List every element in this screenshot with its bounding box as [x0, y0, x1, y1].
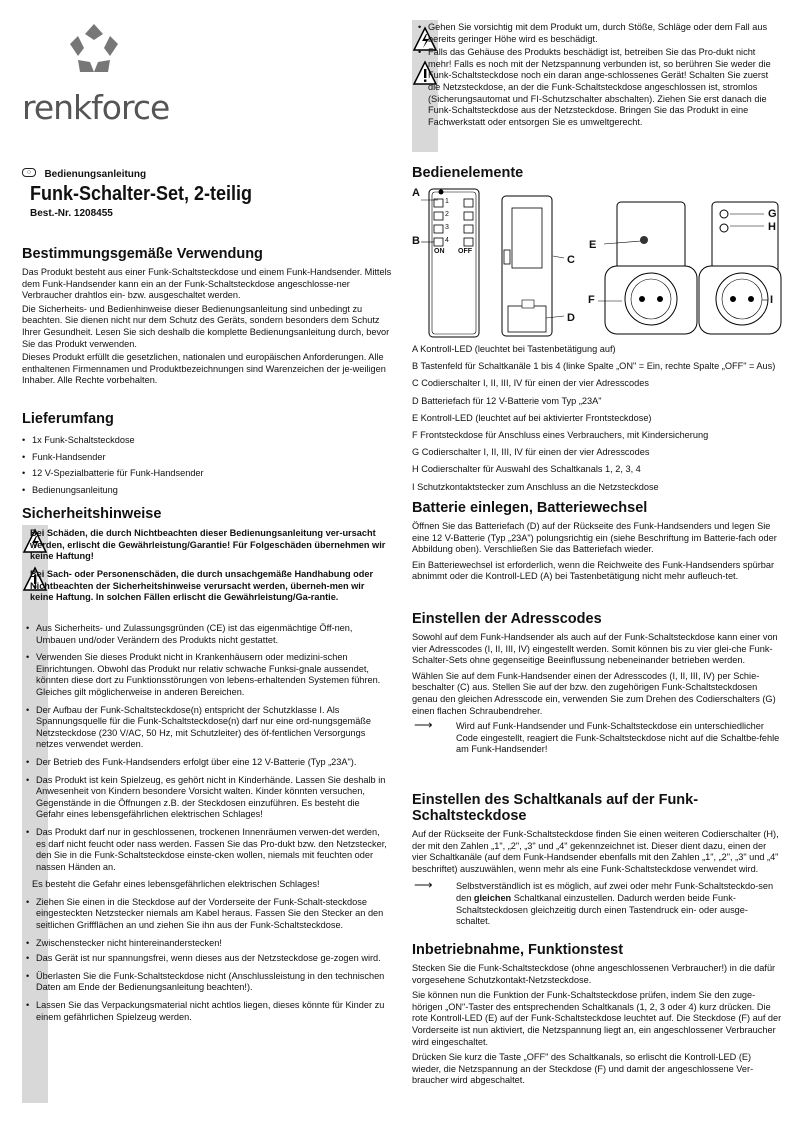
- diagram-label: B: [412, 235, 420, 247]
- list-item: • Gehen Sie vorsichtig mit dem Produkt um, durch Stöße, Schläge oder dem Fall aus bereits geringer Höhe wird es beschädigt.: [418, 22, 768, 44]
- danger-line: Es besteht die Gefahr eines lebensgefährlichen elektrischen Schlages!: [32, 879, 320, 890]
- list-item: • Bedienungsanleitung: [22, 482, 392, 499]
- list-item: • Zwischenstecker nicht hintereinanderstecken!: [26, 937, 222, 948]
- address-note: ⟶ Wird auf Funk-Handsender und Funk-Schaltsteckdose ein unterschiedlicher Code eingestellt, reagiert die Funk-Schaltsteckdose nicht auf die Schaltbe-fehle am Funk-Handsender!: [414, 717, 780, 755]
- remote-key-label: 3: [445, 224, 449, 231]
- battery-section: [412, 500, 782, 583]
- remote-key-label: 2: [445, 211, 449, 218]
- order-number: Best.-Nr. 1208455: [30, 208, 113, 219]
- diagram-label: A: [412, 187, 420, 199]
- on-label: ON: [434, 248, 445, 255]
- list-item: • Der Aufbau der Funk-Schaltsteckdose(n) entspricht der Schutzklasse I. Als Spannungsquelle für die Funk-Schaltsteckdose(n) darf nur eine ord-nungsgemäße Netzsteckdose (230 V/AC, 50 Hz, mit Schutzleiter) des öf-fentlichen Versorgungs netzes verwendet werden.: [26, 704, 372, 750]
- controls-list: [412, 341, 782, 496]
- device-illustration: [412, 184, 782, 339]
- list-item: • Das Produkt ist kein Spielzeug, es gehört nicht in Kinderhände. Lassen Sie deshalb in Anwesenheit von Kindern besondere Vorsicht walten. Kinder könnten versuchen, Gegenstände in die Öffnungen z.B. der Steckdosen einzuführen. Es besteht die Gefahr eines lebensgefährlichen elektrischen Schlages!: [26, 774, 386, 820]
- paragraph: Das Produkt besteht aus einer Funk-Schaltsteckdose und einem Funk-Handsender. Mittels dem Funk-Handsender kann ein an der Funk-Schaltsteckdose angeschlosse-ner Verbraucher drahtlos ein- bzw. ausgeschaltet werden.: [22, 267, 392, 301]
- controls-diagram: [412, 184, 782, 339]
- list-item: • Das Produkt darf nur in geschlossenen, trockenen Innenräumen verwen-det werden, es darf nicht feucht oder nass werden. Fassen Sie das Pro-dukt bzw. den Netzstecker, den Sie in die Funk-Schaltsteckdose einste-cken wollen, niemals mit feuchten oder nassen Händen an.: [26, 826, 387, 872]
- safety-warning-1: Bei Schäden, die durch Nichtbeachten dieser Bedienungsanleitung ver-ursacht werden, erlischt die Gewährleistung/Garantie! Für Folgeschäden übernehmen wir keine Haftung!: [30, 528, 386, 562]
- list-item: • Verwenden Sie dieses Produkt nicht in Krankenhäusern oder medizini-schen Einrichtungen. Obwohl das Produkt nur relativ schwache Funksi-gnale aussendet, könnten diese dort zu Funktionsstörungen von lebens-erhaltenden Systemen führen. Gleiches gilt möglicherweise in anderen Bereichen.: [26, 652, 381, 697]
- paragraph: Öffnen Sie das Batteriefach (D) auf der Rückseite des Funk-Handsenders und legen Sie eine 12 V-Batterie (Typ „23A") polungsrichtig ein (siehe Beschriftung im Batterie-fach oder Abbildung oben). Verschließen Sie das Batteriefach wieder.: [412, 521, 777, 555]
- list-item: • Das Gerät ist nur spannungsfrei, wenn dieses aus der Netzsteckdose ge-zogen wird.: [26, 953, 381, 964]
- list-item: C Codierschalter I, II, III, IV für einen der vier Adresscodes: [412, 378, 649, 389]
- diagram-label: I: [770, 294, 774, 306]
- brand-name: renkforce: [22, 88, 170, 127]
- safety-heading-wrap: [22, 506, 392, 522]
- intended-use-heading: Bestimmungsgemäße Verwendung: [22, 246, 263, 262]
- off-label: OFF: [458, 248, 472, 255]
- list-item: • Überlasten Sie die Funk-Schaltsteckdose nicht (Anschlussleistung in den technischen Daten am Ende der Bedienungsanleitung beachten!).: [26, 970, 385, 993]
- battery-heading: Batterie einlegen, Batteriewechsel: [412, 500, 648, 516]
- startup-heading: Inbetriebnahme, Funktionstest: [412, 942, 624, 958]
- list-item: A Kontroll-LED (leuchtet bei Tastenbetätigung auf): [412, 344, 616, 354]
- diagram-label: H: [768, 221, 776, 233]
- paragraph: Wählen Sie auf dem Funk-Handsender einen der Adresscodes (I, II, III, IV) per Schie-beschalter (C) aus. Stellen Sie auf der bzw. den zugehörigen Funk-Schaltsteckdosen genau den gleichen Adresscode ein, verwenden Sie zum Drehen des Codierschalters (G) einen flachen Schraubendreher.: [412, 670, 776, 716]
- paragraph: Sie können nun die Funktion der Funk-Schaltsteckdose prüfen, indem Sie den zuge-hörigen „ON"-Taster des entsprechenden Schaltkanals (1, 2, 3 oder 4) kurz drücken. Die rote Kontroll-LED (E) auf der Funk-Schaltsteckdose leuchtet auf. Die Steckdose (F) auf der Vorderseite ist nun aktiviert, die Netzspannung liegt an, ein angeschlossener Verbraucher wird eingeschaltet.: [412, 990, 782, 1047]
- controls-heading: Bedienelemente: [412, 165, 524, 181]
- arrow-right-icon: ⟶: [414, 877, 433, 893]
- brand-logo: [22, 18, 170, 127]
- paragraph: Stecken Sie die Funk-Schaltsteckdose (ohne angeschlossenen Verbraucher!) in die dafür vorgesehene Schutzkontakt-Netzsteckdose.: [412, 963, 776, 985]
- list-item: H Codierschalter für Auswahl des Schaltkanals 1, 2, 3, 4: [412, 464, 641, 475]
- list-item: • 12 V-Spezialbatterie für Funk-Handsender: [22, 465, 392, 482]
- paragraph: Drücken Sie kurz die Taste „OFF" des Schaltkanals, so erlischt die Kontroll-LED (E) wieder, die Netzspannung an der Steckdose (F) und damit der angeschlossene Ver-braucher wird abgeschaltet.: [412, 1052, 754, 1086]
- startup-section: [412, 942, 782, 1087]
- list-item: • Aus Sicherheits- und Zulassungsgründen (CE) ist das eigenmächtige Öff-nen, Umbauen und/oder Verändern des Produkts nicht gestattet.: [26, 623, 353, 645]
- diagram-label: D: [567, 312, 575, 324]
- channel-note: ⟶ Selbstverständlich ist es möglich, auf zwei oder mehr Funk-Schaltsteckdo-sen den gleichen Schaltkanal einzustellen. Dadurch werden beide Funk-Schaltsteckdosen gleichzeitig durch einen Tastendruck ein- oder ausge-schaltet.: [414, 877, 774, 927]
- safety-list: [26, 623, 388, 1023]
- diagram-label: C: [567, 254, 575, 266]
- address-heading: Einstellen der Adresscodes: [412, 611, 602, 627]
- list-item: • Falls das Gehäuse des Produkts beschädigt ist, betreiben Sie das Pro-dukt nicht mehr! Falls es noch mit der Netzspannung verbunden ist, so berühren Sie weder die Funk-Schaltsteckdose noch ein daran ange-schlossenes Gerät! Schalten Sie zuerst die Netzsteckdose, an der die Funk-Schaltsteckdose angeschlossen ist, stromlos (Sicherungsautomat und FI-Schutzschalter abschalten). Ziehen Sie erst danach die Funk-Schaltsteckdose aus der Netzsteckdose. Bringen Sie das Produkt in eine Fachwerkstatt oder entsorgen Sie es umweltgerecht.: [418, 47, 771, 127]
- list-item: D Batteriefach für 12 V-Batterie vom Typ „23A": [412, 395, 602, 406]
- paragraph: Die Sicherheits- und Bedienhinweise dieser Bedienungsanleitung sind unbedingt zu beachten. Sie dienen nicht nur dem Schutz des Geräts, sondern besonders dem Schutz Ihrer Gesundheit. Lesen Sie sich deshalb die komplette Bedienungsanleitung durch, bevor Sie das Produkt verwenden.: [22, 303, 390, 349]
- list-item: • Lassen Sie das Verpackungsmaterial nicht achtlos liegen, dieses könnte für Kinder zu einem gefährlichen Spielzeug werden.: [26, 1000, 385, 1022]
- list-item: I Schutzkontaktstecker zum Anschluss an die Netzsteckdose: [412, 481, 659, 492]
- paragraph: Sowohl auf dem Funk-Handsender als auch auf der Funk-Schaltsteckdose kann einer von vier Adresscodes (I, II, III, IV) eingestellt werden. Somit können bis zu vier glei-che Funk-Schalter-Sets ohne gegenseitige Beeinflussung nebeneinander betrieben werden.: [412, 632, 778, 666]
- list-item: • Der Betrieb des Funk-Handsenders erfolgt über eine 12 V-Batterie (Typ „23A").: [26, 756, 357, 767]
- remote-key-label: 1: [445, 198, 449, 205]
- list-item: E Kontroll-LED (leuchtet auf bei aktivierter Frontsteckdose): [412, 412, 652, 423]
- safety-warning-2: Bei Sach- oder Personenschäden, die durch unsachgemäße Handhabung oder Nichtbeachten der Sicherheitshinweise verursacht werden, überneh-men wir keine Haftung. In solchen Fällen erlischt die Gewährleistung/Ga-rantie.: [30, 569, 374, 603]
- list-item: • Ziehen Sie einen in die Steckdose auf der Vorderseite der Funk-Schalt-steckdose eingesteckten Netzstecker niemals am Kabel heraus. Fassen Sie den Stecker an den seitlichen Griffflächen an und ziehen Sie ihn aus der Funk-Schaltsteckdose.: [26, 896, 384, 931]
- paragraph: Ein Batteriewechsel ist erforderlich, wenn die Reichweite des Funk-Handsenders spürbar abnimmt oder die Kontroll-LED (A) bei Tastenbetätigung nicht mehr aufleuch-tet.: [412, 559, 775, 582]
- list-item: G Codierschalter I, II, III, IV für einen der vier Adresscodes: [412, 447, 650, 458]
- safety-list-right: [418, 22, 780, 128]
- channel-section: [412, 792, 782, 928]
- diagram-label: F: [588, 294, 595, 306]
- diagram-label: E: [589, 239, 597, 251]
- arrow-right-icon: ⟶: [414, 717, 433, 733]
- info-icon: ○: [22, 168, 36, 177]
- diagram-label: G: [768, 208, 777, 220]
- renkforce-logo-icon: [22, 18, 162, 88]
- intended-use-section: [22, 246, 392, 387]
- scope-section: [22, 411, 392, 498]
- remote-key-label: 4: [445, 237, 449, 244]
- channel-heading: Einstellen des Schaltkanals auf der Funk-Schaltsteckdose: [412, 792, 699, 824]
- paragraph: Dieses Produkt erfüllt die gesetzlichen, nationalen und europäischen Anforderungen. Alle enthaltenen Firmennamen und Produktbezeichnungen sind Warenzeichen der je-weiligen Inhaber. Alle Rechte vorbehalten.: [22, 352, 386, 386]
- scope-heading: Lieferumfang: [22, 411, 114, 427]
- doc-type: [22, 164, 392, 182]
- doc-type-label: Bedienungsanleitung: [44, 169, 147, 180]
- page-title: Funk-Schalter-Set, 2-teilig: [30, 183, 253, 205]
- paragraph: Auf der Rückseite der Funk-Schaltsteckdose finden Sie einen weiteren Codierschalter (H), der mit den Zahlen „1", „2", „3" und „4" gekennzeichnet ist. Dieser dient dazu, einen der vier Schaltkanäle (auf dem Funk-Handsender ebenfalls mit den Zahlen „1", „2", „3" und „4" beschriftet) auszuwählen, wenn mehr als eine Funk-Schaltsteckdose verwendet wird.: [412, 829, 779, 874]
- list-item: • 1x Funk-Schaltsteckdose: [22, 432, 392, 449]
- list-item: B Tastenfeld für Schaltkanäle 1 bis 4 (linke Spalte „ON" = Ein, rechte Spalte „OFF" = Aus): [412, 361, 776, 372]
- address-section: [412, 611, 782, 756]
- list-item: • Funk-Handsender: [22, 449, 392, 466]
- controls-heading-wrap: [412, 165, 523, 181]
- list-item: F Frontsteckdose für Anschluss eines Verbrauchers, mit Kindersicherung: [412, 430, 709, 441]
- safety-heading: Sicherheitshinweise: [22, 506, 162, 522]
